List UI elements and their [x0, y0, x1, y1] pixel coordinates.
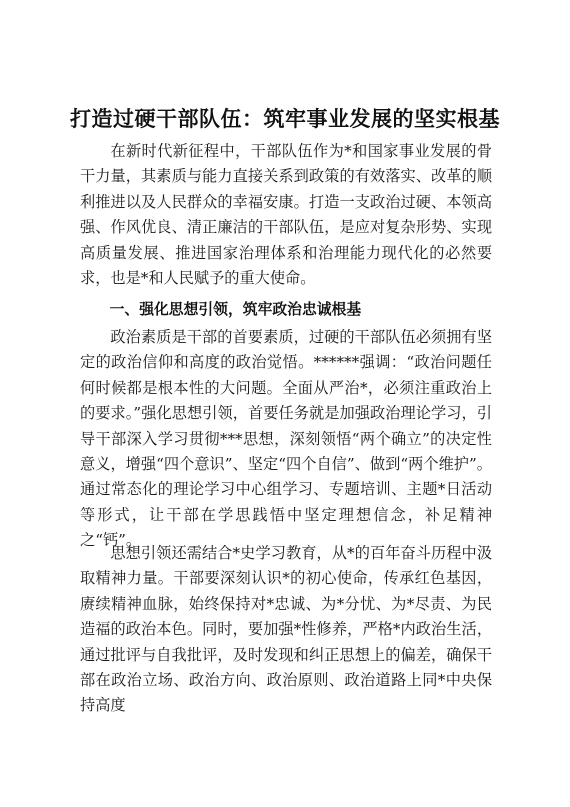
body-paragraph: 政治素质是干部的首要素质，过硬的干部队伍必须拥有坚定的政治信仰和高度的政治觉悟。******强调：“政治问题任何时候都是根本性的大问题。全面从严治*，必须注重政治上的要求。”强化思想引领，首要任务就是加强政治理论学习，引导干部深入学习贯彻***思想，深刻领悟“两个确立”的决定性意义，增强“四个意识”、坚定“四个自信”、做到“两个维护”。通过常态化的理论学习中心组学习、专题培训、主题*日活动等形式，让干部在学思践悟中坚定理想信念，补足精神之“钙”。 [80, 328, 492, 550]
intro-paragraph: 在新时代新征程中，干部队伍作为*和国家事业发展的骨干力量，其素质与能力直接关系到政策的有效落实、改革的顺利推进以及人民群众的幸福安康。打造一支政治过硬、本领高强、作风优良、清正廉洁的干部队伍，是应对复杂形势、实现高质量发展、推进国家治理体系和治理能力现代化的必然要求，也是*和人民赋予的重大使命。 [80, 142, 492, 288]
section-heading: 一、强化思想引领，筑牢政治忠诚根基 [109, 301, 362, 318]
document-title: 打造过硬干部队伍：筑牢事业发展的坚实根基 [70, 107, 500, 131]
body-paragraph: 思想引领还需结合*史学习教育，从*的百年奋斗历程中汲取精神力量。干部要深刻认识*的初心使命，传承红色基因，赓续精神血脉，始终保持对*忠诚、为*分忧、为*尽责、为民造福的政治本色。同时，要加强*性修养，严格*内政治生活，通过批评与自我批评，及时发现和纠正思想上的偏差，确保干部在政治立场、政治方向、政治原则、政治道路上同*中央保持高度 [80, 544, 492, 715]
